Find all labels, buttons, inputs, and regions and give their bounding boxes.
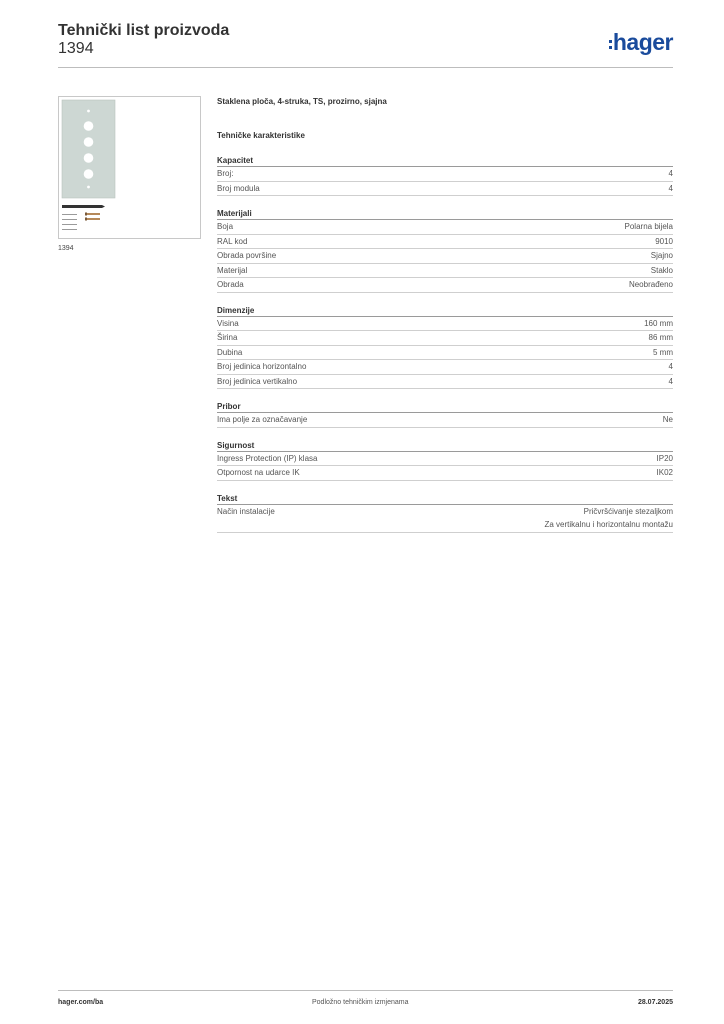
- section-title: Dimenzije: [217, 305, 673, 317]
- spec-value-line: Staklo: [650, 265, 673, 275]
- image-caption: 1394: [58, 245, 74, 252]
- product-code: 1394: [58, 40, 94, 57]
- spec-label: Boja: [217, 222, 234, 231]
- spec-value-line: 4: [668, 169, 673, 178]
- spec-value: [663, 413, 673, 427]
- spec-value-line: Polarna bijela: [624, 222, 673, 231]
- logo-dots-icon: [609, 40, 612, 49]
- spec-label: RAL kod: [217, 236, 248, 246]
- section-title: Materijali: [217, 208, 673, 220]
- section-title: Pribor: [217, 401, 673, 413]
- section-1: [217, 208, 673, 293]
- page-title: Tehnički list proizvoda: [58, 22, 230, 39]
- spec-row: [217, 182, 673, 197]
- characteristics-heading: Tehničke karakteristike: [217, 131, 305, 140]
- product-glass-plate-image: [59, 97, 200, 238]
- spec-value-line: Neobrađeno: [628, 280, 673, 289]
- spec-value-line: Ne: [662, 415, 673, 424]
- spec-value-line: Za vertikalnu i horizontalnu montažu: [544, 520, 673, 529]
- spec-value: [651, 249, 673, 263]
- spec-label: Ingress Protection (IP) klasa: [217, 453, 318, 463]
- spec-value: [657, 452, 673, 466]
- spec-label: Obrada površine: [217, 251, 277, 260]
- spec-value: [649, 331, 673, 345]
- spec-row: [217, 466, 673, 481]
- spec-label: Ima polje za označavanje: [217, 415, 308, 424]
- footer-website: hager.com/ba: [58, 999, 104, 1006]
- spec-value-line: IK02: [656, 468, 673, 477]
- spec-value-line: Pričvršćivanje stezaljkom: [583, 506, 673, 516]
- spec-value: [669, 167, 673, 181]
- spec-label: Način instalacije: [217, 506, 275, 516]
- spec-value-line: 5 mm: [653, 347, 673, 357]
- spec-label: Visina: [217, 318, 239, 328]
- spec-row: [217, 331, 673, 346]
- section-title: Tekst: [217, 493, 673, 505]
- spec-value-line: 86 mm: [648, 333, 673, 342]
- spec-label: Širina: [217, 333, 238, 342]
- spec-value: [655, 235, 673, 249]
- page-footer: [58, 990, 673, 1014]
- section-5: [217, 493, 673, 533]
- spec-value-line: 4: [668, 183, 673, 193]
- spec-label: Broj jedinica horizontalno: [217, 362, 307, 371]
- spec-label: Otpornost na udarce IK: [217, 468, 300, 477]
- spec-label: Obrada: [217, 280, 244, 289]
- spec-value: [653, 346, 673, 360]
- spec-row: [217, 317, 673, 332]
- spec-value-line: 9010: [655, 236, 673, 246]
- spec-row: [217, 452, 673, 467]
- spec-value-line: IP20: [656, 453, 673, 463]
- product-image-frame: [58, 96, 201, 239]
- spec-label: Materijal: [217, 265, 248, 275]
- footer-date: 28.07.2025: [637, 999, 673, 1006]
- spec-row: [217, 278, 673, 293]
- section-4: [217, 440, 673, 481]
- spec-row: [217, 413, 673, 428]
- spec-row: [217, 346, 673, 361]
- spec-row: [217, 264, 673, 279]
- spec-label: Broj modula: [217, 183, 260, 193]
- spec-value: [625, 220, 673, 234]
- spec-row: [217, 360, 673, 375]
- section-0: [217, 155, 673, 196]
- spec-row: [217, 235, 673, 250]
- spec-row: [217, 167, 673, 182]
- product-details: [217, 96, 673, 533]
- spec-label: Broj:: [217, 169, 234, 178]
- spec-value-line: 4: [668, 376, 673, 386]
- product-title: Staklena ploča, 4-struka, TS, prozirno, sjajna: [217, 97, 387, 106]
- spec-value: [669, 375, 673, 389]
- spec-row: [217, 375, 673, 390]
- spec-value: [657, 466, 673, 480]
- spec-value-line: Sjajno: [650, 251, 673, 260]
- spec-value: [669, 360, 673, 374]
- spec-value: [669, 182, 673, 196]
- spec-value: [544, 505, 673, 532]
- spec-row: [217, 220, 673, 235]
- spec-value: [629, 278, 673, 292]
- spec-value: [651, 264, 673, 278]
- logo-text: hager: [612, 29, 673, 55]
- hager-logo: [609, 29, 673, 55]
- section-3: [217, 401, 673, 428]
- spec-value-line: 160 mm: [644, 318, 673, 328]
- spec-value-line: 4: [668, 362, 673, 371]
- spec-row: [217, 505, 673, 533]
- section-title: Kapacitet: [217, 155, 673, 167]
- spec-label: Broj jedinica vertikalno: [217, 376, 298, 386]
- spec-row: [217, 249, 673, 264]
- footer-notice: Podložno tehničkim izmjenama: [312, 999, 409, 1006]
- section-2: [217, 305, 673, 390]
- characteristics-sections: [217, 155, 673, 533]
- spec-label: Dubina: [217, 347, 243, 357]
- section-title: Sigurnost: [217, 440, 673, 452]
- page-header: [58, 22, 673, 68]
- spec-value: [644, 317, 673, 331]
